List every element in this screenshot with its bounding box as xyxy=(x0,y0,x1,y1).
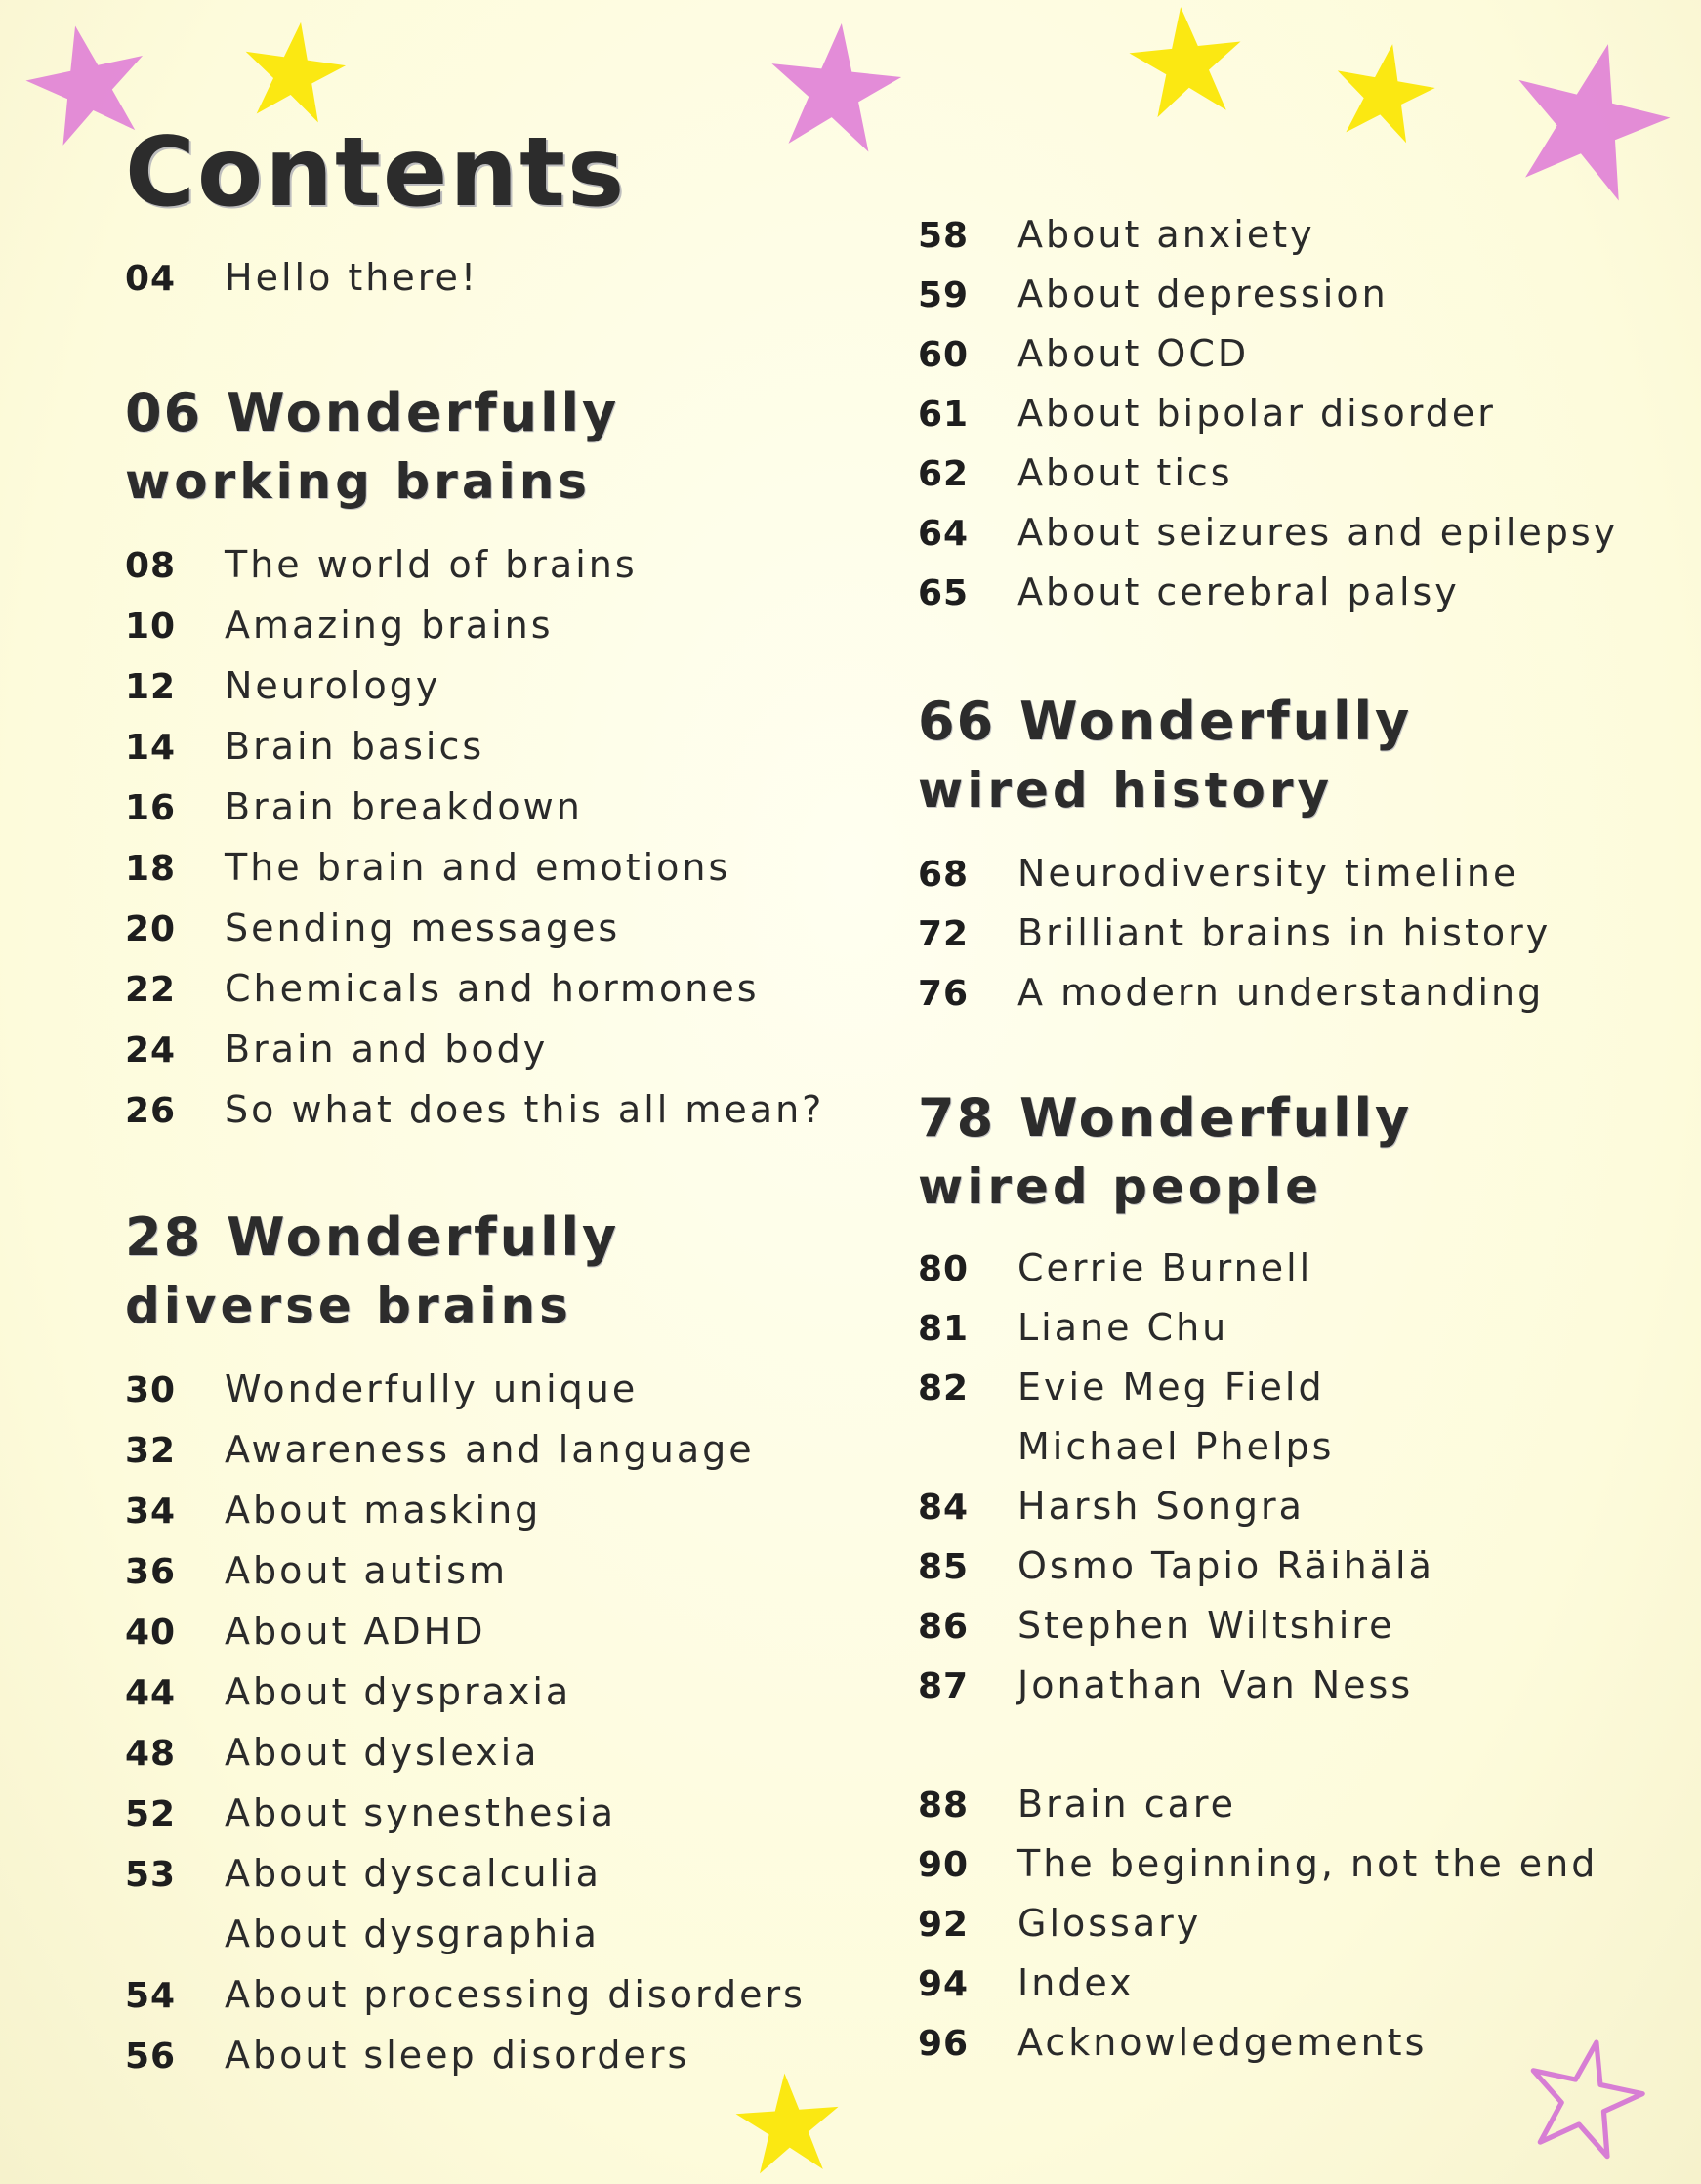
yellow-star-icon xyxy=(1328,39,1440,145)
toc-entry[interactable] xyxy=(125,1610,486,1655)
page-number: 20 xyxy=(125,909,177,949)
entry-label: The world of brains xyxy=(225,543,638,586)
page-number: 04 xyxy=(125,259,177,299)
page-number: 61 xyxy=(918,395,970,435)
entry-label: About OCD xyxy=(1017,332,1250,375)
page-number: 68 xyxy=(918,855,970,895)
entry-label: Brilliant brains in history xyxy=(1017,911,1552,954)
page-number: 76 xyxy=(918,974,970,1014)
section-title-line2: working brains xyxy=(125,453,592,510)
page-number: 62 xyxy=(918,454,970,494)
page-number: 48 xyxy=(125,1734,177,1774)
entry-label: Wonderfully unique xyxy=(225,1367,639,1410)
page-number: 72 xyxy=(918,914,970,954)
section-title-line1: Wonderfully xyxy=(227,1206,620,1268)
entry-label: Cerrie Burnell xyxy=(1017,1246,1313,1289)
entry-label: About dysgraphia xyxy=(225,1912,600,1955)
entry-label: Neurodiversity timeline xyxy=(1017,852,1519,895)
toc-entry[interactable] xyxy=(125,604,554,649)
toc-entry[interactable] xyxy=(125,846,730,891)
page-number: 60 xyxy=(918,335,970,375)
entry-label: About dyscalculia xyxy=(225,1852,602,1895)
section-heading[interactable] xyxy=(125,1206,620,1334)
entry-label: About synesthesia xyxy=(225,1791,616,1834)
toc-entry[interactable] xyxy=(918,273,1389,317)
entry-label: About processing disorders xyxy=(225,1973,806,2016)
outline-star-shape xyxy=(1521,2034,1648,2161)
section-title-line1: Wonderfully xyxy=(227,382,620,443)
page-number: 80 xyxy=(918,1249,970,1289)
toc-entry[interactable] xyxy=(918,971,1544,1016)
page-number: 32 xyxy=(125,1431,177,1471)
pink-star-icon xyxy=(762,18,908,156)
toc-entry[interactable] xyxy=(918,511,1618,556)
page-number: 82 xyxy=(918,1368,970,1408)
section-heading[interactable] xyxy=(125,382,620,510)
toc-entry[interactable] xyxy=(125,543,638,588)
entry-label: Brain and body xyxy=(225,1028,549,1071)
toc-entry[interactable] xyxy=(125,1489,541,1533)
section-heading[interactable] xyxy=(918,1087,1413,1215)
page-number: 64 xyxy=(918,514,970,554)
toc-entry[interactable] xyxy=(918,392,1496,437)
page-number: 44 xyxy=(125,1673,177,1713)
toc-entry[interactable] xyxy=(918,332,1249,377)
page-number: 56 xyxy=(125,2037,177,2077)
toc-entry[interactable] xyxy=(918,852,1518,897)
toc-entry[interactable] xyxy=(918,2021,1427,2066)
section-title-line1: Wonderfully xyxy=(1019,691,1413,752)
toc-entry[interactable] xyxy=(918,1306,1228,1351)
entry-label: About dyslexia xyxy=(225,1731,540,1774)
section-title-line1: Wonderfully xyxy=(1019,1087,1413,1149)
page-number: 92 xyxy=(918,1905,970,1945)
page-number: 16 xyxy=(125,788,177,828)
page-number: 52 xyxy=(125,1794,177,1834)
page-number: 30 xyxy=(125,1370,177,1410)
page-number: 59 xyxy=(918,275,970,315)
page-number: 53 xyxy=(125,1855,177,1895)
toc-entry[interactable] xyxy=(125,2034,689,2079)
toc-entry[interactable] xyxy=(125,725,484,770)
page-number: 94 xyxy=(918,1964,970,2004)
entry-label: Amazing brains xyxy=(225,604,554,647)
entry-label: The brain and emotions xyxy=(225,846,731,889)
toc-entry[interactable] xyxy=(918,911,1551,956)
yellow-star-shape xyxy=(733,2070,843,2175)
page-number: 86 xyxy=(918,1607,970,1647)
page-number: 22 xyxy=(125,970,177,1010)
entry-label: Brain breakdown xyxy=(225,785,583,828)
yellow-star-icon xyxy=(730,2069,846,2178)
toc-entry[interactable] xyxy=(125,1973,806,2018)
entry-label: Chemicals and hormones xyxy=(225,967,760,1010)
entry-label: Awareness and language xyxy=(225,1428,755,1471)
entry-label: Brain care xyxy=(1017,1783,1237,1826)
entry-label: About tics xyxy=(1017,451,1233,494)
page-number: 87 xyxy=(918,1666,970,1706)
entry-label: About seizures and epilepsy xyxy=(1017,511,1619,554)
toc-entry[interactable] xyxy=(918,1365,1325,1410)
page-number: 36 xyxy=(125,1552,177,1592)
page-number: 58 xyxy=(918,216,970,256)
entry-label: Hello there! xyxy=(225,256,479,299)
page-number: 85 xyxy=(918,1547,970,1587)
toc-entry[interactable] xyxy=(125,256,478,301)
toc-entry[interactable] xyxy=(918,1425,1334,1470)
entry-label: Jonathan Van Ness xyxy=(1017,1663,1414,1706)
toc-entry[interactable] xyxy=(125,1731,539,1776)
page-number: 84 xyxy=(918,1488,970,1528)
entry-label: Harsh Songra xyxy=(1017,1485,1305,1528)
toc-entry[interactable] xyxy=(125,967,760,1012)
entry-label: Liane Chu xyxy=(1017,1306,1229,1349)
entry-label: About sleep disorders xyxy=(225,2034,690,2077)
page-number: 34 xyxy=(125,1491,177,1532)
toc-entry[interactable] xyxy=(918,1485,1305,1530)
page-number: 40 xyxy=(125,1613,177,1653)
yellow-star-icon xyxy=(1123,2,1250,121)
page-number: 26 xyxy=(125,1091,177,1131)
toc-entry[interactable] xyxy=(918,1246,1312,1291)
entry-label: Osmo Tapio Räihälä xyxy=(1017,1544,1434,1587)
pink-star-shape xyxy=(764,18,906,154)
page-number: 81 xyxy=(918,1309,970,1349)
entry-label: About depression xyxy=(1017,273,1389,315)
section-title-line2: diverse brains xyxy=(125,1278,572,1334)
pink-star-shape xyxy=(1502,35,1678,201)
entry-label: A modern understanding xyxy=(1017,971,1545,1014)
section-title-line2: wired people xyxy=(918,1158,1322,1215)
entry-label: Evie Meg Field xyxy=(1017,1365,1325,1408)
toc-entry[interactable] xyxy=(125,906,620,951)
toc-entry[interactable] xyxy=(918,451,1233,496)
toc-entry[interactable] xyxy=(918,213,1315,258)
entry-label: Michael Phelps xyxy=(1017,1425,1335,1468)
toc-entry[interactable] xyxy=(125,1852,602,1897)
yellow-star-shape xyxy=(1125,2,1248,119)
toc-entry[interactable] xyxy=(125,1428,755,1473)
toc-entry[interactable] xyxy=(918,1663,1413,1708)
page-number: 12 xyxy=(125,667,177,707)
section-heading[interactable] xyxy=(918,691,1413,819)
page-number: 18 xyxy=(125,849,177,889)
page-number: 14 xyxy=(125,728,177,768)
entry-label: Glossary xyxy=(1017,1902,1202,1945)
section-number: 06 xyxy=(125,382,203,443)
toc-entry[interactable] xyxy=(125,1028,548,1072)
section-number: 66 xyxy=(918,691,996,752)
toc-entry[interactable] xyxy=(125,1549,508,1594)
page-number: 08 xyxy=(125,546,177,586)
toc-entry[interactable] xyxy=(918,1544,1434,1589)
entry-label: About masking xyxy=(225,1489,542,1532)
toc-entry[interactable] xyxy=(125,1088,824,1133)
entry-label: About dyspraxia xyxy=(225,1670,572,1713)
yellow-star-icon xyxy=(236,18,352,125)
page-number: 88 xyxy=(918,1785,970,1826)
entry-label: Index xyxy=(1017,1961,1135,2004)
toc-entry[interactable] xyxy=(125,785,583,830)
toc-entry[interactable] xyxy=(918,1842,1597,1887)
pink-star-icon xyxy=(1502,35,1678,201)
toc-entry[interactable] xyxy=(125,664,440,709)
entry-label: The beginning, not the end xyxy=(1017,1842,1598,1885)
page-number: 96 xyxy=(918,2024,970,2064)
page-number: 54 xyxy=(125,1976,177,2016)
page-number: 10 xyxy=(125,607,177,647)
section-number: 78 xyxy=(918,1087,996,1149)
toc-entry[interactable] xyxy=(125,1367,638,1412)
toc-entry[interactable] xyxy=(918,570,1460,615)
toc-entry[interactable] xyxy=(918,1961,1135,2006)
toc-entry[interactable] xyxy=(125,1912,600,1957)
entry-label: About ADHD xyxy=(225,1610,486,1653)
toc-entry[interactable] xyxy=(125,1670,571,1715)
yellow-star-shape xyxy=(237,18,351,125)
entry-label: Sending messages xyxy=(225,906,621,949)
page-title: Contents xyxy=(125,117,627,229)
entry-label: About autism xyxy=(225,1549,509,1592)
toc-entry[interactable] xyxy=(918,1902,1201,1947)
entry-label: About bipolar disorder xyxy=(1017,392,1496,435)
entry-label: So what does this all mean? xyxy=(225,1088,825,1131)
toc-entry[interactable] xyxy=(125,1791,616,1836)
entry-label: Neurology xyxy=(225,664,441,707)
entry-label: Brain basics xyxy=(225,725,485,768)
entry-label: About anxiety xyxy=(1017,213,1315,256)
page-number: 90 xyxy=(918,1845,970,1885)
entry-label: Stephen Wiltshire xyxy=(1017,1604,1395,1647)
section-title-line2: wired history xyxy=(918,762,1334,819)
section-number: 28 xyxy=(125,1206,203,1268)
toc-entry[interactable] xyxy=(918,1604,1395,1649)
outline-star-icon xyxy=(1521,2034,1648,2161)
entry-label: Acknowledgements xyxy=(1017,2021,1428,2064)
entry-label: About cerebral palsy xyxy=(1017,570,1460,613)
page-number: 24 xyxy=(125,1030,177,1071)
yellow-star-shape xyxy=(1328,39,1440,145)
toc-entry[interactable] xyxy=(918,1783,1236,1827)
page-number: 65 xyxy=(918,573,970,613)
